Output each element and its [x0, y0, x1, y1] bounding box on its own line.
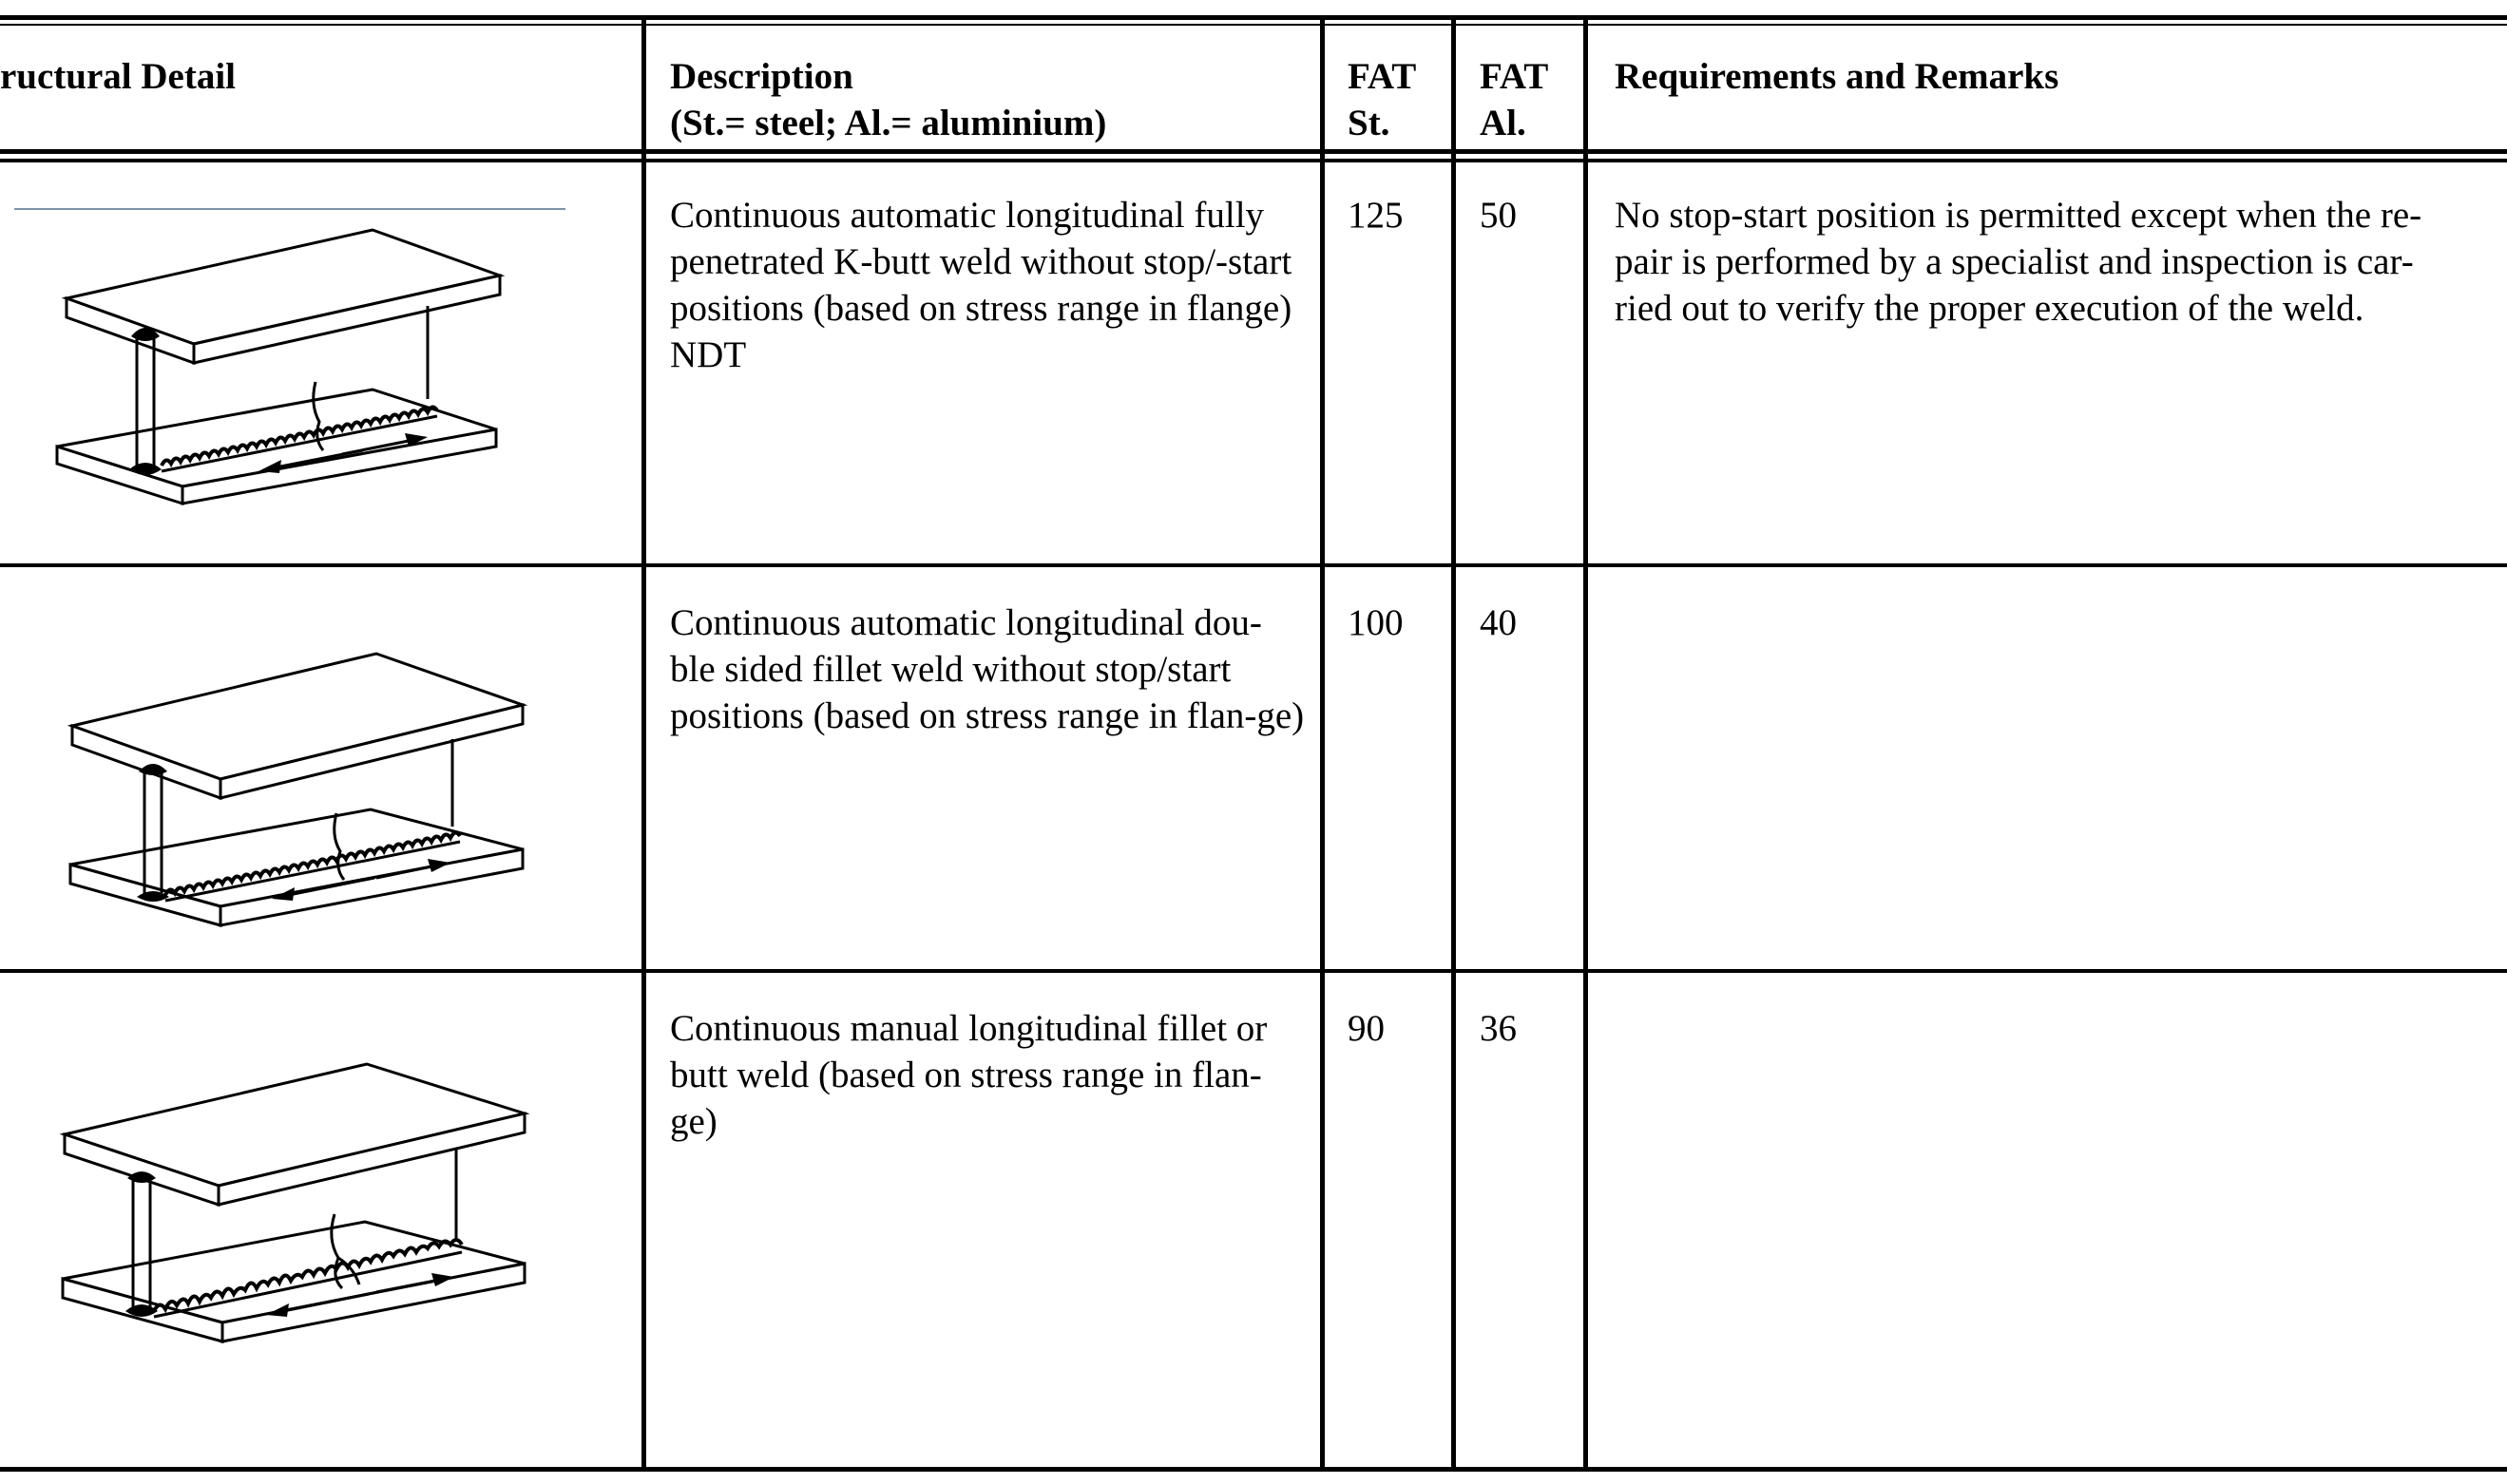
row-1-fat-aluminium	[1480, 192, 1579, 238]
row-3-fat-aluminium-value: 36	[1480, 1008, 1517, 1049]
row-divider	[0, 563, 2507, 567]
row-2-fat-aluminium	[1480, 599, 1579, 646]
row-1-fat-aluminium-value: 50	[1480, 195, 1517, 236]
row-1-fat-steel	[1348, 192, 1447, 238]
header-fat-aluminium	[1480, 53, 1579, 146]
row-2-description-text: Continuous automatic longitudinal dou-ble sided fillet weld without stop/start positions (based on stress range in flan-ge)	[670, 602, 1305, 736]
row-3-fat-steel-value: 90	[1348, 1008, 1385, 1049]
header-requirements	[1615, 53, 2470, 100]
header-structural-detail	[0, 53, 637, 100]
row-1-remarks-text: No stop-start position is permitted except when the re-pair is performed by a specialist and inspection is car-ried out to verify the proper execution of the weld.	[1615, 195, 2422, 329]
row-2-fat-steel	[1348, 599, 1447, 646]
column-divider	[1583, 17, 1588, 1471]
row-2-description	[670, 599, 1307, 739]
table-top-rule-inner	[0, 24, 2507, 26]
row-2-fat-steel-value: 100	[1348, 602, 1404, 643]
manual-weld-girder-icon	[53, 1056, 547, 1370]
column-divider	[1320, 17, 1325, 1471]
header-fat-steel-bottom: St.	[1348, 103, 1390, 143]
row-3-fat-aluminium	[1480, 1005, 1579, 1052]
header-description	[670, 53, 1307, 146]
row-3-fat-steel	[1348, 1005, 1447, 1052]
row-divider	[0, 969, 2507, 973]
header-fat-aluminium-top: FAT	[1480, 56, 1549, 97]
header-description-sub: (St.= steel; Al.= aluminium)	[670, 103, 1107, 143]
row-1-remarks	[1615, 192, 2470, 332]
header-fat-steel	[1348, 53, 1447, 146]
header-bottom-rule	[0, 149, 2507, 154]
header-bottom-rule-inner	[0, 159, 2507, 162]
header-fat-aluminium-bottom: Al.	[1480, 103, 1526, 143]
header-description-label: Description	[670, 56, 853, 97]
row-1-fat-steel-value: 125	[1348, 195, 1404, 236]
k-butt-weld-girder-icon	[10, 201, 580, 524]
fillet-weld-girder-icon	[57, 646, 551, 950]
row-1-description	[670, 192, 1307, 378]
row-1-description-text: Continuous automatic longitudinal fully penetrated K-butt weld without stop/-start positions (based on stress range in flange) NDT	[670, 195, 1292, 375]
column-divider	[641, 17, 646, 1471]
row-3-description-text: Continuous manual longitudinal fillet or butt weld (based on stress range in flan-ge)	[670, 1008, 1268, 1142]
column-divider	[1451, 17, 1456, 1471]
row-2-fat-aluminium-value: 40	[1480, 602, 1517, 643]
header-fat-steel-top: FAT	[1348, 56, 1417, 97]
table-bottom-rule	[0, 1467, 2507, 1472]
header-requirements-label: Requirements and Remarks	[1615, 56, 2059, 97]
table-top-rule	[0, 15, 2507, 20]
row-3-description	[670, 1005, 1307, 1145]
header-structural-detail-label: ructural Detail	[0, 56, 237, 97]
